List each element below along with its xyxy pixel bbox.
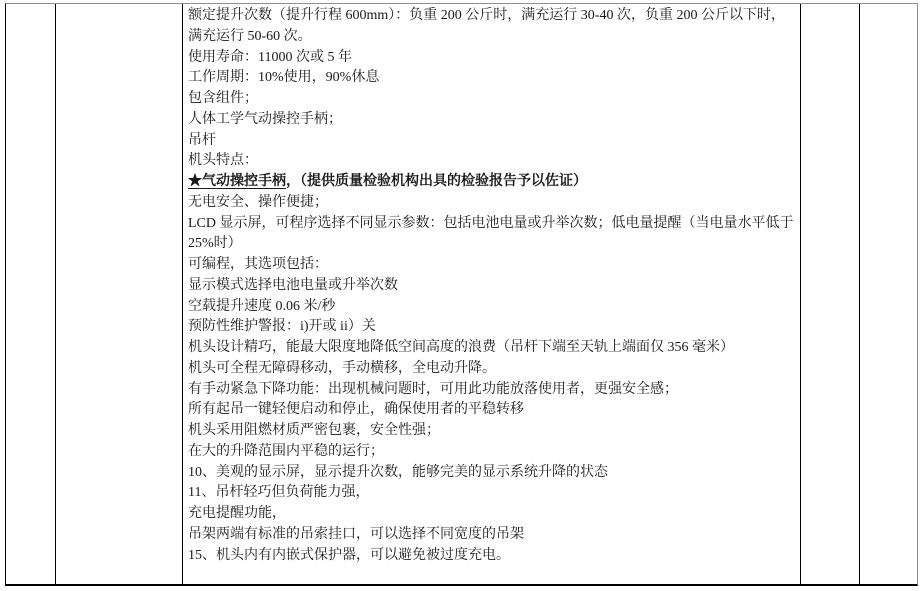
spec-line-sling-hooks: 吊架两端有标准的吊索挂口，可以选择不同宽度的吊架 (188, 526, 524, 542)
spec-line-emergency-lowering: 有手动紧急下降功能：出现机械问题时，可用此功能放落使用者，更强安全感； (188, 381, 678, 397)
spec-line-no-load-speed: 空载提升速度 0.06 米/秒 (188, 298, 336, 314)
table-cell-right-2 (860, 4, 917, 584)
spec-line-programmable-options: 可编程，其选项包括： (188, 257, 328, 272)
spec-line-no-power-safety: 无电安全、操作便捷； (188, 194, 328, 210)
spec-line-compact-head: 机头设计精巧，能最大限度地降低空间高度的浪费（吊杆下端至天轨上端面仅 356 毫米） (188, 340, 734, 355)
spec-line-11-lightweight-bar: 11、吊杆轻巧但负荷能力强， (188, 485, 370, 501)
spec-line-starred-requirement (188, 172, 795, 193)
spec-line-lcd-display: LCD 显示屏，可程序选择不同显示参数：包括电池电量或升举次数；低电量提醒（当电量水平低于 25%时） (188, 215, 794, 252)
table-cell-right-1 (801, 4, 860, 584)
spec-line-display-mode: 显示模式选择电池电量或升举次数 (188, 277, 398, 293)
spec-line-included-components: 包含组件； (188, 91, 258, 106)
spec-table (5, 3, 918, 586)
spec-line-flame-retardant-casing: 机头采用阻燃材质严密包裹，安全性强； (188, 423, 440, 438)
spec-line-rated-lift-count: 额定提升次数（提升行程 600mm）：负重 200 公斤时，满充运行 30-40 次，负重 200 公斤以下时，满充运行 50-60 次。 (188, 8, 785, 44)
starred-underlined-text: ★气动操控手柄 (188, 174, 286, 189)
spec-line-duty-cycle: 工作周期：10%使用，90%休息 (188, 70, 380, 86)
table-cell-left-2 (56, 4, 183, 584)
table-cell-left-1 (6, 4, 56, 584)
spec-line-10-display-screen: 10、美观的显示屏，显示提升次数，能够完美的显示系统升降的状态 (188, 464, 608, 480)
spec-line-one-key-start-stop: 所有起吊一键轻便启动和停止，确保使用者的平稳转移 (188, 402, 524, 418)
starred-rest-text: ，（提供质量检验机构出具的检验报告予以佐证） (286, 174, 587, 189)
spec-line-pneumatic-handset: 人体工学气动操控手柄； (188, 111, 342, 127)
spec-line-smooth-operation: 在大的升降范围内平稳的运行； (188, 443, 384, 459)
spec-line-head-features: 机头特点： (188, 153, 258, 169)
spec-line-barrier-free-movement: 机头可全程无障碍移动，手动横移，全电动升降。 (188, 360, 496, 376)
spec-line-charge-reminder: 充电提醒功能， (188, 506, 286, 521)
spec-line-service-life: 使用寿命：11000 次或 5 年 (188, 49, 352, 65)
spec-line-spreader-bar: 吊杆 (188, 132, 216, 148)
spec-line-15-overcharge-protector: 15、机头内有内嵌式保护器，可以避免被过度充电。 (188, 547, 510, 563)
spec-line-maintenance-alert: 预防性维护警报：i)开或 ii）关 (188, 319, 376, 335)
spec-content-cell (183, 4, 801, 584)
